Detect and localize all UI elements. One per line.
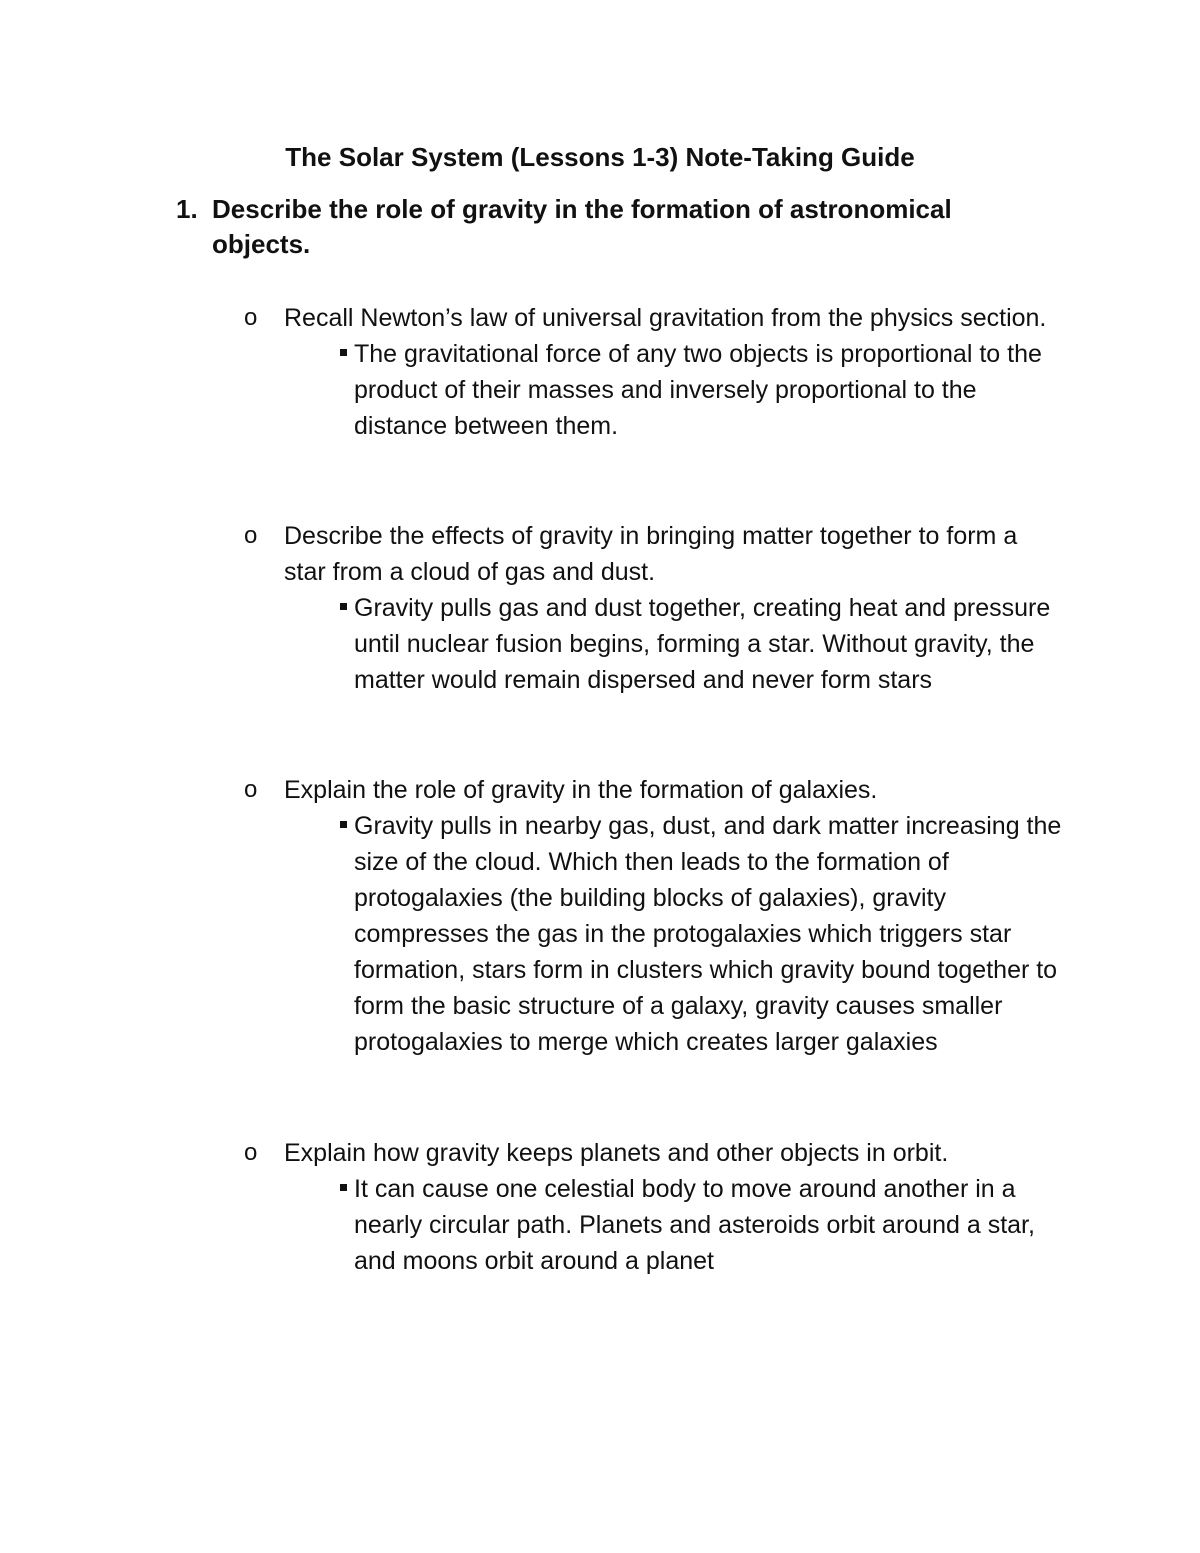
- question-text: Describe the role of gravity in the formation of astronomical objects.: [212, 194, 952, 259]
- square-bullet-icon: [340, 603, 347, 610]
- sub-point-text: Gravity pulls in nearby gas, dust, and dark matter increasing the size of the cloud. Which then leads to the formation of protogalaxies (the building blocks of galaxies), gravity compresses the gas in the protogalaxies which triggers star formation, stars form in clusters which gravity bound together to form the basic structure of a galaxy, gravity causes smaller protogalaxies to merge which creates larger galaxies: [354, 812, 1062, 1056]
- circle-bullet-icon: o: [244, 522, 258, 549]
- sub-point: [340, 590, 1064, 698]
- outline-point-4: [244, 1135, 1064, 1279]
- outline-point-1: [244, 300, 1064, 444]
- point-text: Explain how gravity keeps planets and other objects in orbit.: [284, 1139, 949, 1167]
- square-bullet-icon: [340, 1184, 347, 1191]
- sub-point-text: The gravitational force of any two objects is proportional to the product of their masses and inversely proportional to the distance between them.: [354, 340, 1042, 440]
- sub-point: [340, 808, 1064, 1060]
- sub-point: [340, 336, 1064, 444]
- sub-point: [340, 1171, 1064, 1279]
- circle-bullet-icon: o: [244, 776, 258, 803]
- point-text: Describe the effects of gravity in bringing matter together to form a star from a cloud of gas and dust.: [284, 522, 1018, 586]
- circle-bullet-icon: o: [244, 304, 258, 331]
- point-text: Explain the role of gravity in the formation of galaxies.: [284, 776, 878, 804]
- document-title: The Solar System (Lessons 1-3) Note-Taking Guide: [285, 142, 915, 172]
- question-1: [176, 192, 1036, 262]
- circle-bullet-icon: o: [244, 1139, 258, 1166]
- sub-point-text: It can cause one celestial body to move around another in a nearly circular path. Planets and asteroids orbit around a star, and moons orbit around a planet: [354, 1175, 1035, 1275]
- outline-point-3: [244, 772, 1064, 1060]
- outline-point-2: [244, 518, 1064, 698]
- sub-point-text: Gravity pulls gas and dust together, creating heat and pressure until nuclear fusion begins, forming a star. Without gravity, the matter would remain dispersed and never form stars: [354, 594, 1051, 694]
- square-bullet-icon: [340, 349, 347, 356]
- question-number: 1.: [176, 194, 198, 224]
- point-text: Recall Newton’s law of universal gravitation from the physics section.: [284, 304, 1047, 332]
- square-bullet-icon: [340, 821, 347, 828]
